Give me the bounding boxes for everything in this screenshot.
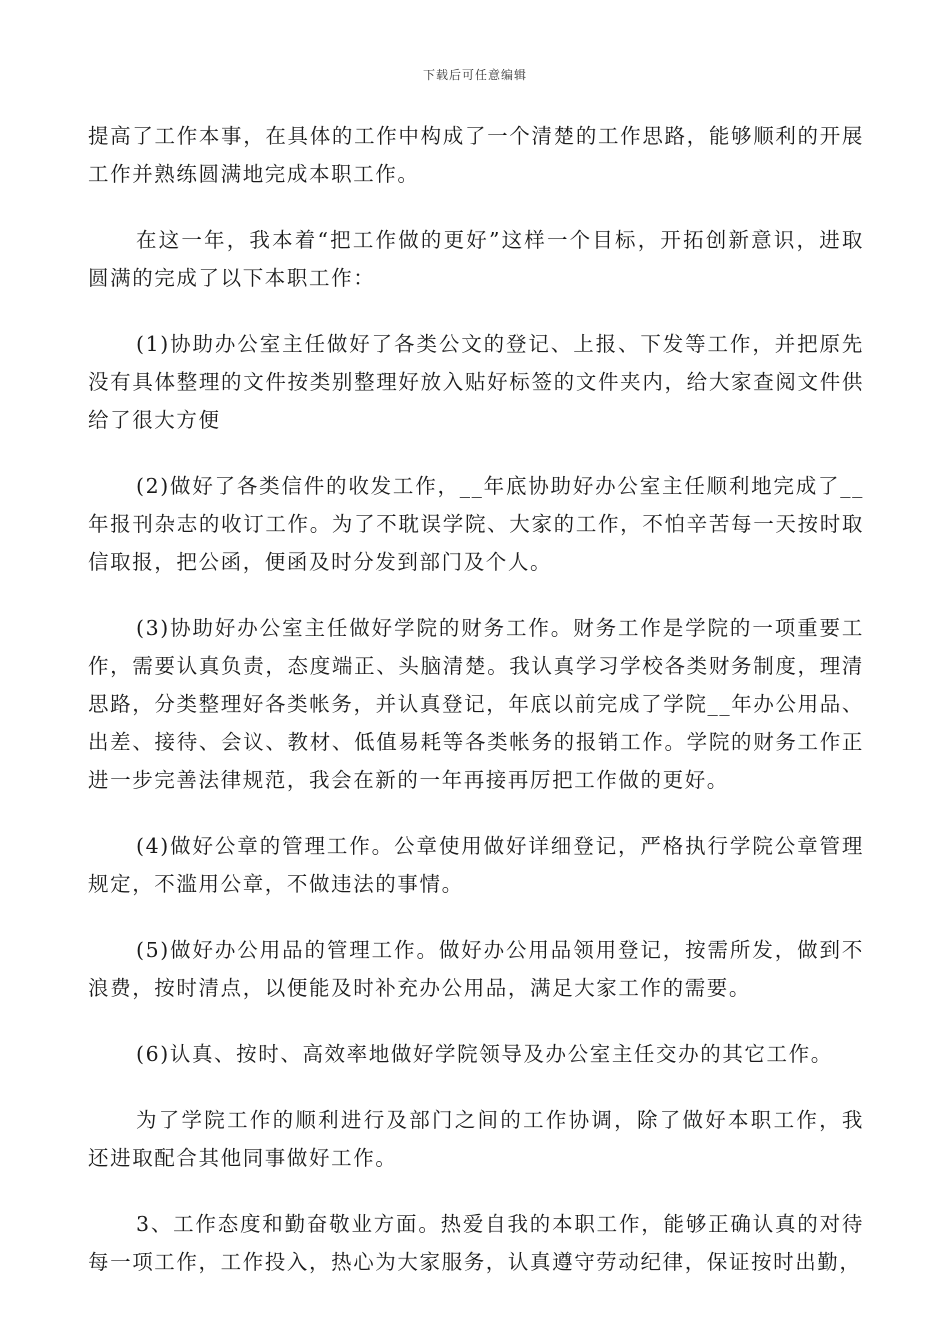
document-body (88, 117, 864, 1309)
paragraph-3: (1)协助办公室主任做好了各类公文的登记、上报、下发等工作，并把原先没有具体整理的文件按类别整理好放入贴好标签的文件夹内，给大家查阅文件供给了很大方便 (88, 332, 864, 432)
paragraph-10: 3、工作态度和勤奋敬业方面。热爱自我的本职工作，能够正确认真的对待每一项工作，工作投入，热心为大家服务，认真遵守劳动纪律，保证按时出勤， (88, 1212, 864, 1274)
paragraph-8: (6)认真、按时、高效率地做好学院领导及办公室主任交办的其它工作。 (136, 1042, 833, 1066)
page-header: 下载后可任意编辑 (422, 68, 527, 82)
paragraph-1: 提高了工作本事，在具体的工作中构成了一个清楚的工作思路，能够顺利的开展工作并熟练圆满地完成本职工作。 (88, 124, 864, 186)
paragraph-6: (4)做好公章的管理工作。公章使用做好详细登记，严格执行学院公章管理规定，不滥用公章，不做违法的事情。 (88, 834, 864, 896)
paragraph-2: 在这一年，我本着“把工作做的更好”这样一个目标，开拓创新意识，进取圆满的完成了以下本职工作： (88, 228, 864, 290)
paragraph-5: (3)协助好办公室主任做好学院的财务工作。财务工作是学院的一项重要工作，需要认真负责，态度端正、头脑清楚。我认真学习学校各类财务制度，理清思路，分类整理好各类帐务，并认真登记，年底以前完成了学院__年办公用品、出差、接待、会议、教材、低值易耗等各类帐务的报销工作。学院的财务工作正进一步完善法律规范，我会在新的一年再接再厉把工作做的更好。 (88, 616, 864, 792)
paragraph-9: 为了学院工作的顺利进行及部门之间的工作协调，除了做好本职工作，我还进取配合其他同事做好工作。 (88, 1108, 864, 1170)
paragraph-7: (5)做好办公用品的管理工作。做好办公用品领用登记，按需所发，做到不浪费，按时清点，以便能及时补充办公用品，满足大家工作的需要。 (88, 938, 864, 1000)
paragraph-4: (2)做好了各类信件的收发工作，__年底协助好办公室主任顺利地完成了__年报刊杂志的收订工作。为了不耽误学院、大家的工作，不怕辛苦每一天按时取信取报，把公函，便函及时分发到部门及个人。 (88, 474, 864, 574)
